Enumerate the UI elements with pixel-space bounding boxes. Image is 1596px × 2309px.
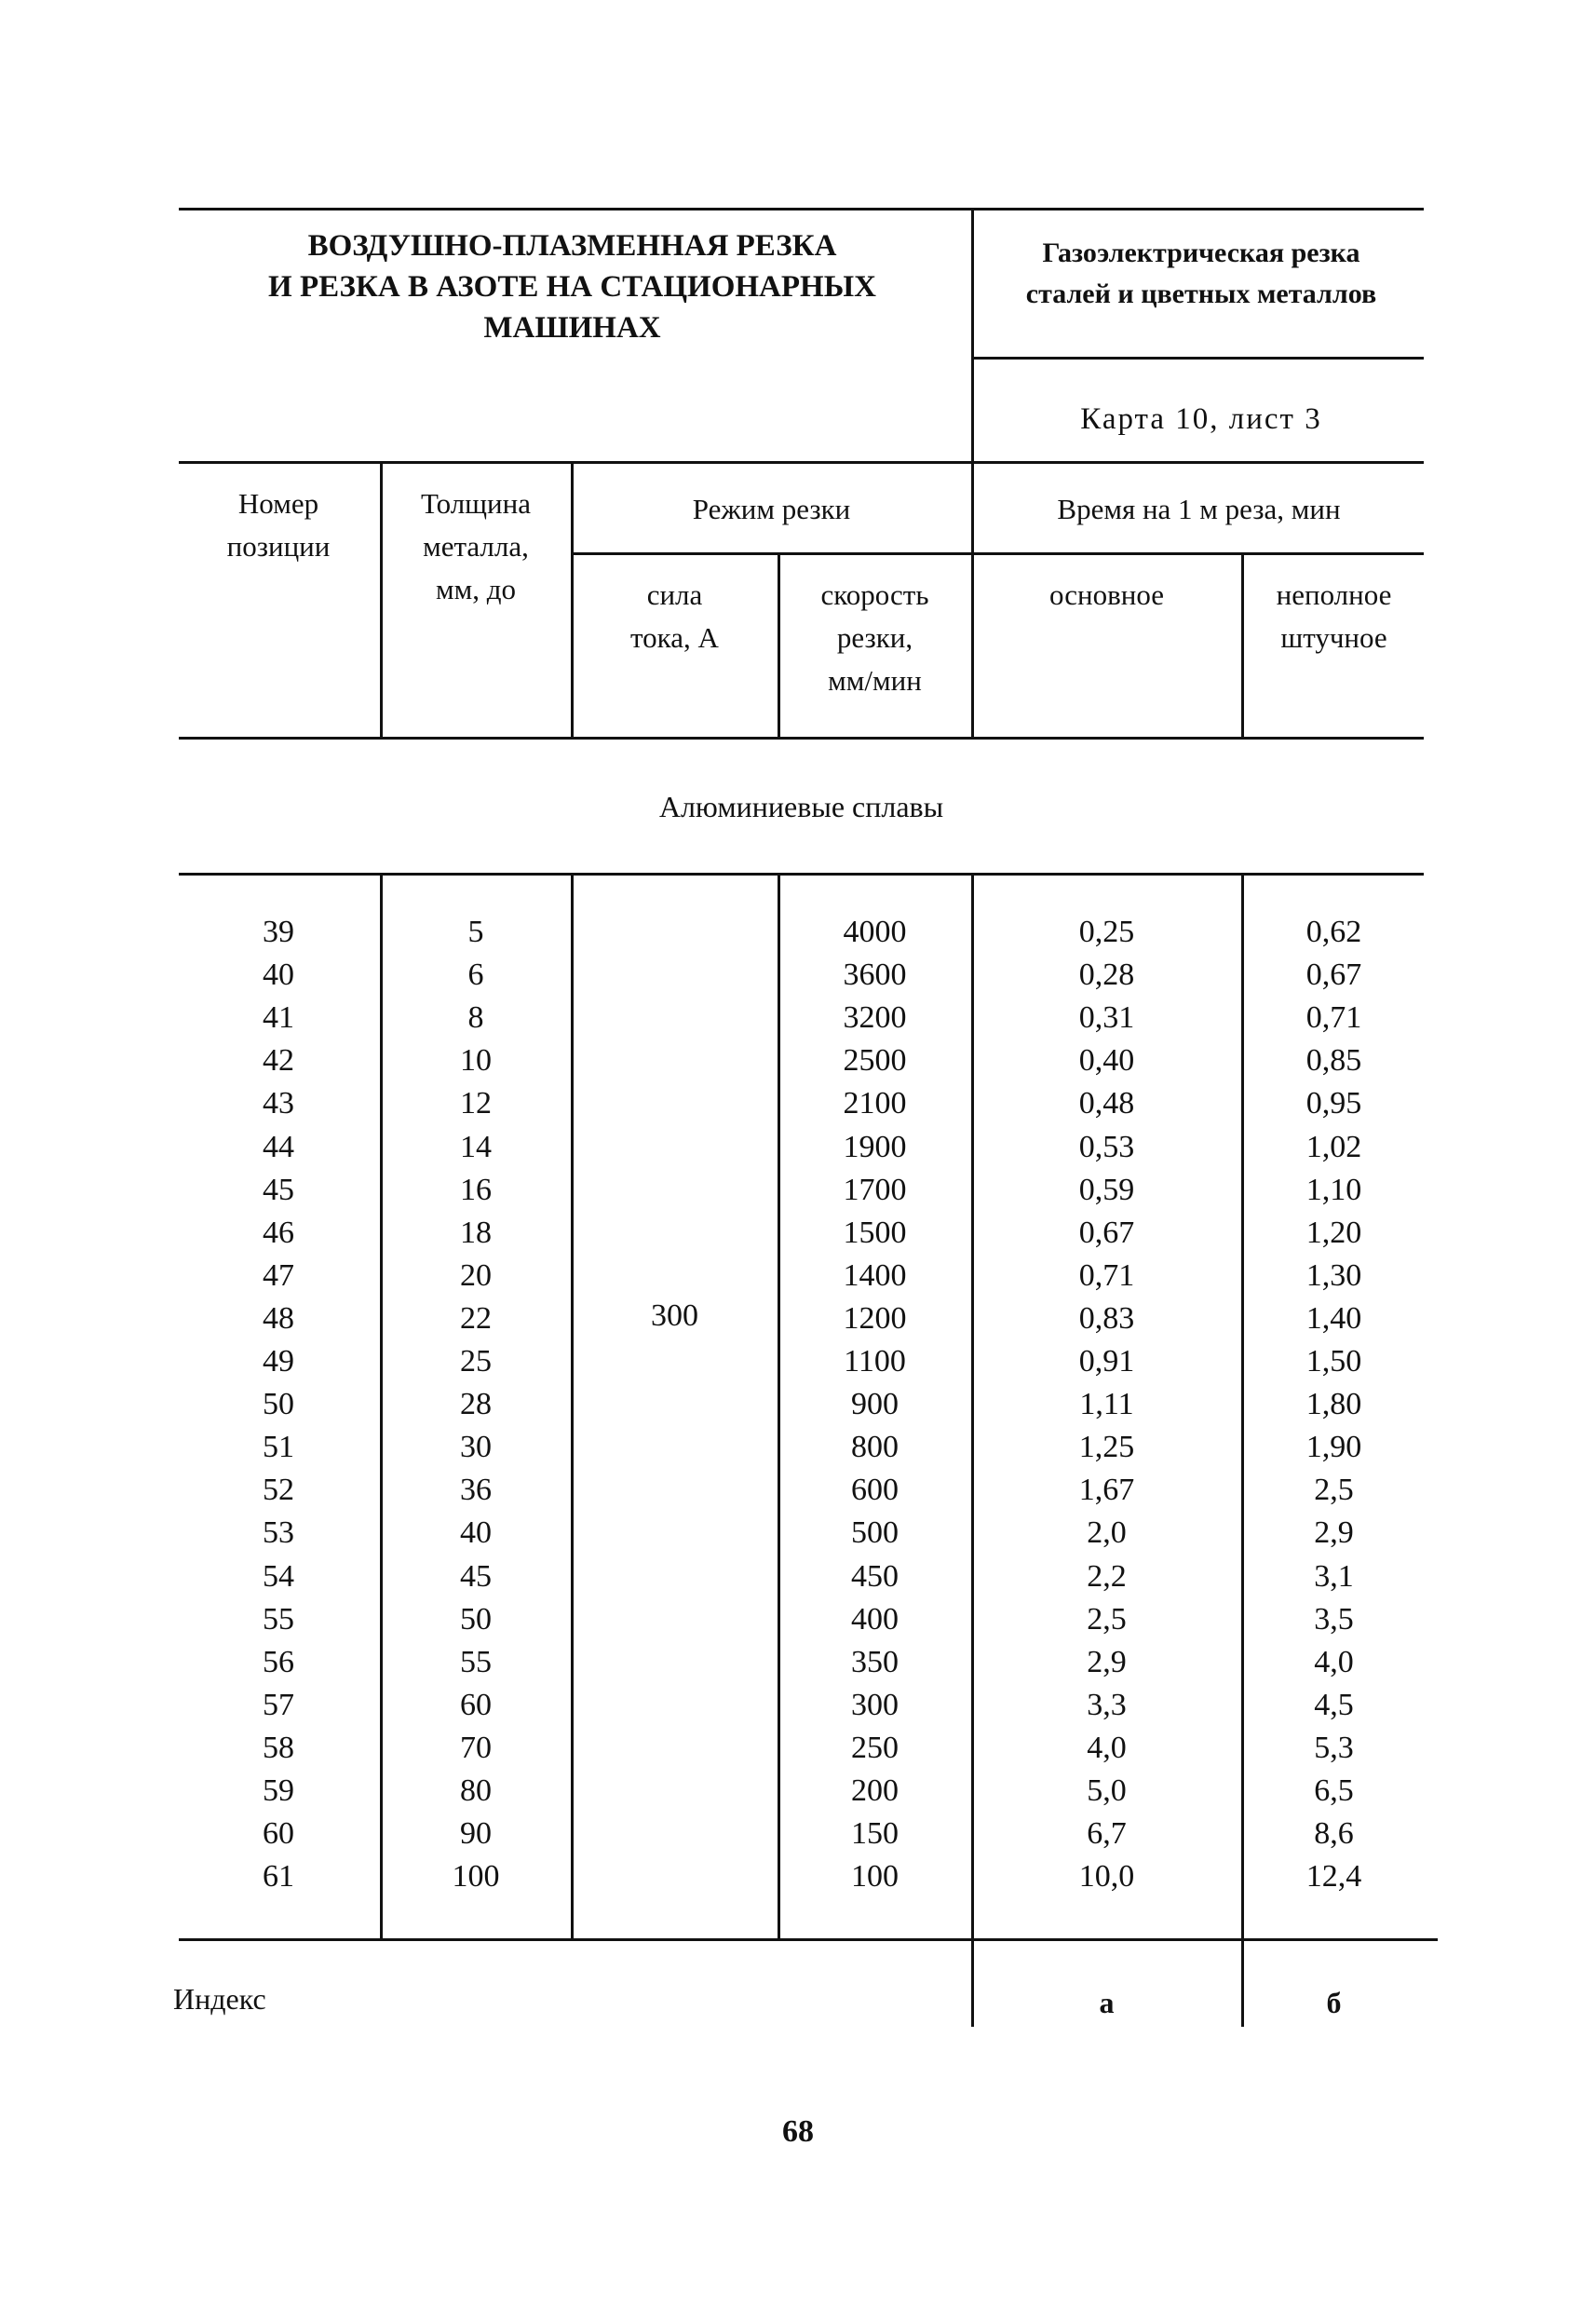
header-top-rule bbox=[179, 461, 1424, 464]
cell-incomplete: 4,0 bbox=[1314, 1644, 1354, 1679]
cell-speed: 1200 bbox=[843, 1300, 907, 1336]
cell-speed: 500 bbox=[851, 1515, 899, 1551]
col-header-thickness-line-2: металла, bbox=[423, 530, 529, 563]
cell-speed: 800 bbox=[851, 1430, 899, 1465]
cell-speed: 600 bbox=[851, 1473, 899, 1508]
cell-speed: 350 bbox=[851, 1644, 899, 1679]
cell-main: 0,25 bbox=[1078, 915, 1135, 949]
cell-incomplete: 1,50 bbox=[1305, 1344, 1362, 1379]
cell-main: 5,0 bbox=[1087, 1773, 1127, 1808]
current-value: 300 bbox=[651, 1298, 698, 1333]
col-header-mode: Режим резки bbox=[692, 493, 851, 525]
cell-main: 1,11 bbox=[1079, 1387, 1134, 1422]
cell-thick: 55 bbox=[460, 1644, 492, 1679]
cell-pos: 46 bbox=[263, 1215, 294, 1250]
cell-thick: 5 bbox=[467, 915, 484, 949]
cell-incomplete: 1,02 bbox=[1305, 1129, 1362, 1164]
cell-pos: 41 bbox=[263, 1000, 294, 1036]
cell-speed: 3600 bbox=[843, 958, 907, 993]
col-header-thickness-line-3: мм, до bbox=[435, 573, 516, 605]
cell-incomplete: 6,5 bbox=[1314, 1773, 1354, 1808]
col-header-current bbox=[574, 574, 776, 659]
card-number: Карта 10, лист 3 bbox=[1080, 402, 1322, 436]
body-bottom-rule bbox=[179, 1938, 1438, 1941]
document-title bbox=[179, 225, 966, 348]
cell-speed: 4000 bbox=[843, 915, 907, 949]
cell-speed: 100 bbox=[851, 1859, 899, 1895]
cell-main: 0,28 bbox=[1078, 958, 1135, 993]
cell-speed: 1500 bbox=[843, 1215, 907, 1250]
cell-thick: 80 bbox=[460, 1773, 492, 1808]
cell-main: 10,0 bbox=[1078, 1859, 1135, 1895]
document-title-line-3: МАШИНАХ bbox=[483, 311, 661, 345]
cell-incomplete: 0,67 bbox=[1305, 958, 1362, 993]
col-header-thickness bbox=[383, 482, 569, 611]
document-subtitle-line-2: сталей и цветных металлов bbox=[1025, 278, 1377, 309]
cell-main: 2,2 bbox=[1087, 1558, 1127, 1594]
cell-speed: 300 bbox=[851, 1687, 899, 1722]
cell-pos: 54 bbox=[263, 1558, 294, 1594]
cell-pos: 55 bbox=[263, 1601, 294, 1637]
index-incomplete: б bbox=[1326, 1986, 1342, 2019]
cell-pos: 43 bbox=[263, 1086, 294, 1121]
cell-pos: 60 bbox=[263, 1816, 294, 1852]
cell-incomplete: 5,3 bbox=[1314, 1730, 1354, 1765]
cell-main: 0,48 bbox=[1078, 1086, 1135, 1121]
cell-incomplete: 2,5 bbox=[1314, 1473, 1354, 1508]
col-header-speed-line-2: резки, bbox=[836, 621, 913, 654]
col-header-speed-line-1: скорость bbox=[820, 578, 929, 611]
cell-incomplete: 0,95 bbox=[1305, 1086, 1362, 1121]
col-header-main-time: основное bbox=[1049, 578, 1164, 611]
cell-speed: 400 bbox=[851, 1601, 899, 1637]
col-header-thickness-line-1: Толщина bbox=[421, 487, 531, 520]
cell-thick: 28 bbox=[460, 1387, 492, 1422]
cell-pos: 48 bbox=[263, 1300, 294, 1336]
cell-pos: 42 bbox=[263, 1043, 294, 1079]
col-header-position-line-2: позиции bbox=[226, 530, 331, 563]
col-header-incomplete-time-line-1: неполное bbox=[1276, 578, 1392, 611]
cell-pos: 52 bbox=[263, 1473, 294, 1508]
cell-thick: 6 bbox=[467, 958, 484, 993]
cell-incomplete: 8,6 bbox=[1314, 1816, 1354, 1852]
document-title-line-1: ВОЗДУШНО-ПЛАЗМЕННАЯ РЕЗКА bbox=[307, 229, 837, 263]
cell-incomplete: 1,90 bbox=[1305, 1430, 1362, 1465]
cell-pos: 58 bbox=[263, 1730, 294, 1765]
cell-pos: 45 bbox=[263, 1172, 294, 1207]
cell-speed: 3200 bbox=[843, 1000, 907, 1036]
cell-speed: 1900 bbox=[843, 1129, 907, 1164]
cell-main: 1,25 bbox=[1078, 1430, 1135, 1465]
cell-main: 0,40 bbox=[1078, 1043, 1135, 1079]
subtitle-rule bbox=[971, 357, 1424, 360]
cell-thick: 18 bbox=[460, 1215, 492, 1250]
cell-pos: 39 bbox=[263, 915, 294, 949]
cell-pos: 40 bbox=[263, 958, 294, 993]
cell-incomplete: 4,5 bbox=[1314, 1687, 1354, 1722]
cell-incomplete: 12,4 bbox=[1305, 1859, 1362, 1895]
cell-speed: 1400 bbox=[843, 1257, 907, 1293]
cell-thick: 8 bbox=[467, 1000, 484, 1036]
cell-thick: 30 bbox=[460, 1430, 492, 1465]
cell-speed: 2100 bbox=[843, 1086, 907, 1121]
cell-speed: 2500 bbox=[843, 1043, 907, 1079]
cell-thick: 25 bbox=[460, 1344, 492, 1379]
cell-thick: 10 bbox=[460, 1043, 492, 1079]
cell-main: 0,53 bbox=[1078, 1129, 1135, 1164]
cell-incomplete: 0,62 bbox=[1305, 915, 1362, 949]
cell-pos: 51 bbox=[263, 1430, 294, 1465]
cell-speed: 150 bbox=[851, 1816, 899, 1852]
cell-pos: 44 bbox=[263, 1129, 294, 1164]
cell-thick: 20 bbox=[460, 1257, 492, 1293]
cell-pos: 47 bbox=[263, 1257, 294, 1293]
cell-thick: 36 bbox=[460, 1473, 492, 1508]
cell-incomplete: 0,71 bbox=[1305, 1000, 1362, 1036]
cell-thick: 22 bbox=[460, 1300, 492, 1336]
cell-incomplete: 0,85 bbox=[1305, 1043, 1362, 1079]
mode-sub-rule bbox=[574, 552, 1424, 555]
cell-thick: 50 bbox=[460, 1601, 492, 1637]
cell-incomplete: 3,5 bbox=[1314, 1601, 1354, 1637]
cell-incomplete: 3,1 bbox=[1314, 1558, 1354, 1594]
header-bottom-rule bbox=[179, 737, 1424, 740]
cell-speed: 1700 bbox=[843, 1172, 907, 1207]
cell-main: 3,3 bbox=[1087, 1687, 1127, 1722]
cell-incomplete: 1,80 bbox=[1305, 1387, 1362, 1422]
col-header-time: Время на 1 м реза, мин bbox=[1057, 493, 1341, 525]
cell-incomplete: 1,30 bbox=[1305, 1257, 1362, 1293]
top-rule bbox=[179, 208, 1424, 211]
cell-incomplete: 2,9 bbox=[1314, 1515, 1354, 1551]
title-divider bbox=[971, 208, 974, 464]
cell-main: 4,0 bbox=[1087, 1730, 1127, 1765]
cell-main: 0,31 bbox=[1078, 1000, 1135, 1036]
cell-main: 0,59 bbox=[1078, 1172, 1135, 1207]
cell-speed: 1100 bbox=[844, 1344, 906, 1379]
cell-speed: 200 bbox=[851, 1773, 899, 1808]
document-title-line-2: И РЕЗКА В АЗОТЕ НА СТАЦИОНАРНЫХ bbox=[268, 270, 876, 304]
page-number: 68 bbox=[782, 2114, 814, 2149]
cell-thick: 45 bbox=[460, 1558, 492, 1594]
cell-pos: 61 bbox=[263, 1859, 294, 1895]
cell-thick: 100 bbox=[452, 1859, 500, 1895]
index-main: а bbox=[1099, 1986, 1115, 2019]
col-header-position bbox=[179, 482, 378, 568]
col-header-current-line-1: сила bbox=[646, 578, 703, 611]
cell-speed: 900 bbox=[851, 1387, 899, 1422]
cell-pos: 50 bbox=[263, 1387, 294, 1422]
cell-speed: 250 bbox=[851, 1730, 899, 1765]
col-header-position-line-1: Номер bbox=[237, 487, 319, 520]
cell-thick: 90 bbox=[460, 1816, 492, 1852]
document-subtitle bbox=[978, 233, 1425, 315]
cell-main: 0,83 bbox=[1078, 1300, 1135, 1336]
col-header-current-line-2: тока, А bbox=[630, 621, 719, 654]
body-divider-2 bbox=[571, 873, 574, 1941]
col-header-speed bbox=[780, 574, 969, 702]
cell-thick: 60 bbox=[460, 1687, 492, 1722]
cell-main: 0,91 bbox=[1078, 1344, 1135, 1379]
cell-main: 6,7 bbox=[1087, 1816, 1127, 1852]
cell-main: 1,67 bbox=[1078, 1473, 1135, 1508]
cell-main: 2,9 bbox=[1087, 1644, 1127, 1679]
body-top-rule bbox=[179, 873, 1424, 876]
document-subtitle-line-1: Газоэлектрическая резка bbox=[1042, 238, 1360, 268]
cell-pos: 57 bbox=[263, 1687, 294, 1722]
cell-pos: 59 bbox=[263, 1773, 294, 1808]
cell-incomplete: 1,10 bbox=[1305, 1172, 1362, 1207]
cell-main: 0,67 bbox=[1078, 1215, 1135, 1250]
col-header-speed-line-3: мм/мин bbox=[828, 664, 922, 697]
cell-thick: 12 bbox=[460, 1086, 492, 1121]
cell-pos: 53 bbox=[263, 1515, 294, 1551]
col-header-incomplete-time bbox=[1244, 574, 1424, 659]
cell-pos: 56 bbox=[263, 1644, 294, 1679]
cell-pos: 49 bbox=[263, 1344, 294, 1379]
cell-main: 2,0 bbox=[1087, 1515, 1127, 1551]
index-label: Индекс bbox=[173, 1982, 266, 2016]
cell-thick: 14 bbox=[460, 1129, 492, 1164]
col-header-incomplete-time-line-2: штучное bbox=[1280, 621, 1387, 654]
cell-speed: 450 bbox=[851, 1558, 899, 1594]
cell-thick: 16 bbox=[460, 1172, 492, 1207]
cell-main: 2,5 bbox=[1087, 1601, 1127, 1637]
cell-main: 0,71 bbox=[1078, 1257, 1135, 1293]
section-title: Алюминиевые сплавы bbox=[658, 790, 944, 823]
cell-thick: 40 bbox=[460, 1515, 492, 1551]
cell-thick: 70 bbox=[460, 1730, 492, 1765]
cell-incomplete: 1,20 bbox=[1305, 1215, 1362, 1250]
cell-incomplete: 1,40 bbox=[1305, 1300, 1362, 1336]
